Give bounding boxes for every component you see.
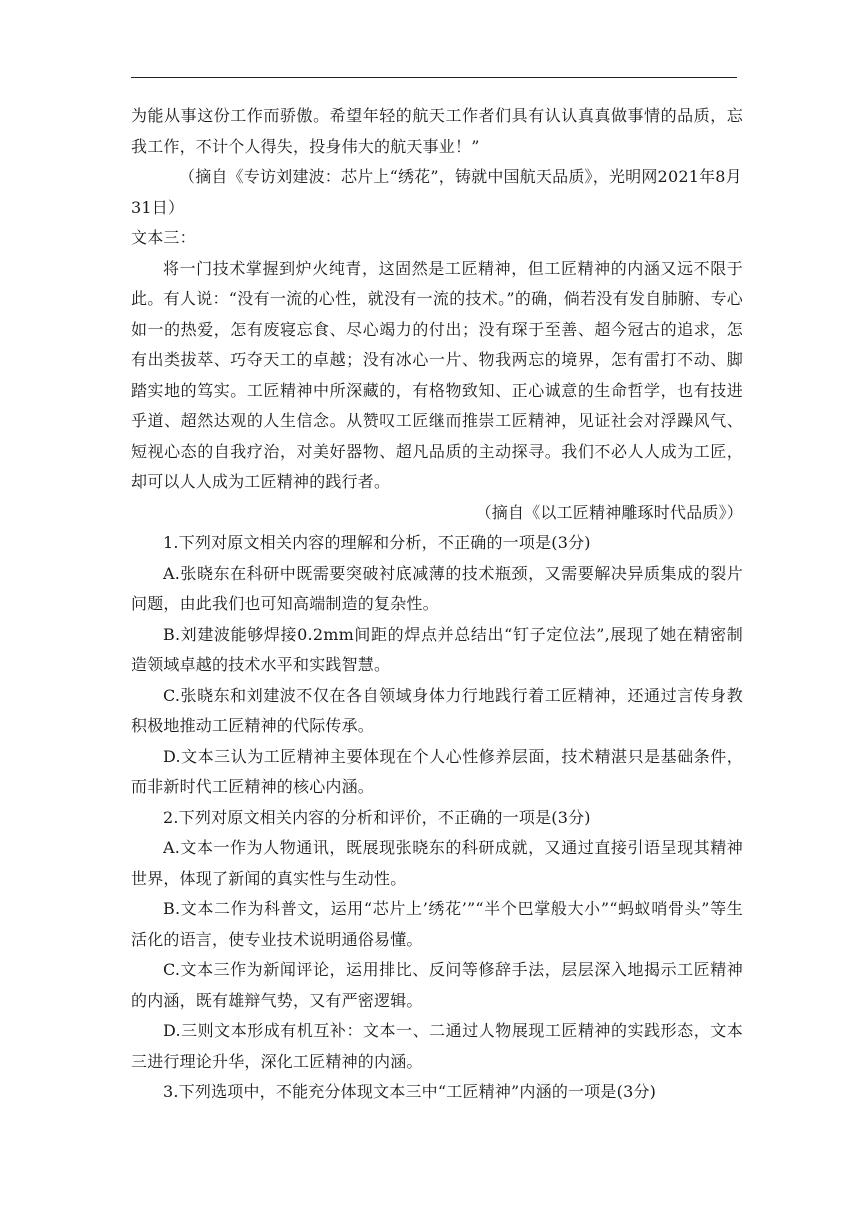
question-1: 1.下列对原文相关内容的理解和分析，不正确的一项是(3分) (163, 533, 591, 552)
question-1-option-a: A.张晓东在科研中既需要突破衬底减薄的技术瓶颈，又需要解决异质集成的裂片问题，由此我们也可知高端制造的复杂性。 (131, 563, 743, 613)
question-3: 3.下列选项中，不能充分体现文本三中“工匠精神”内涵的一项是(3分) (163, 1082, 657, 1101)
question-2-option-b: B.文本二作为科普文，运用“芯片上’绣花’”“半个巴掌般大小”“蚂蚁哨骨头”等生活化的语言，使专业技术说明通俗易懂。 (131, 899, 743, 949)
question-2: 2.下列对原文相关内容的分析和评价，不正确的一项是(3分) (163, 807, 591, 827)
paragraph-text3-body: 将一门技术掌握到炉火纯青，这固然是工匠精神，但工匠精神的内涵又远不限于此。有人说：“没有一流的心性，就没有一流的技术。”的确，倘若没有发自肺腑、专心如一的热爱，怎有废寝忘食、尽心竭力的付出；没有琛于至善、超今冠古的追求，怎有出类拔萃、巧夺天工的卓越；没有冰心一片、物我两忘的境界，怎有雷打不动、脚踏实地的笃实。工匠精神中所深藏的，有格物致知、正心诚意的生命哲学，也有技进乎道、超然达观的人生信念。从赞叹工匠继而推崇工匠精神，见证社会对浮躁风气、短视心态的自我疗治，对美好器物、超凡品质的主动探寻。我们不必人人成为工匠，却可以人人成为工匠精神的践行者。 (131, 258, 743, 491)
document-body (131, 101, 743, 1108)
question-1-option-c: C.张晓东和刘建波不仅在各自领域身体力行地践行着工匠精神，还通过言传身教积极地推动工匠精神的代际传承。 (131, 685, 743, 735)
question-1-option-b: B.刘建波能够焊接0.2mm间距的焊点并总结出“钉子定位法”,展现了她在精密制造领域卓越的技术水平和实践智慧。 (131, 624, 743, 674)
source-citation-text3: （摘自《以工匠精神雕琢时代品质》） (475, 502, 743, 522)
source-citation-text2: （摘自《专访刘建波：芯片上“绣花”，铸就中国航天品质》，光明网2021年8月31日） (131, 167, 742, 217)
section-heading-text3: 文本三： (131, 228, 196, 247)
question-2-option-d: D.三则文本形成有机互补：文本一、二通过人物展现工匠精神的实践形态，文本三进行理论升华，深化工匠精神的内涵。 (131, 1021, 743, 1071)
question-2-option-c: C.文本三作为新闻评论，运用排比、反问等修辞手法，层层深入地揭示工匠精神的内涵，既有雄辩气势，又有严密逻辑。 (131, 960, 743, 1010)
question-1-option-d: D.文本三认为工匠精神主要体现在个人心性修养层面，技术精湛只是基础条件，而非新时代工匠精神的核心内涵。 (131, 746, 743, 796)
question-2-option-a: A.文本一作为人物通讯，既展现张晓东的科研成就，又通过直接引语呈现其精神世界，体现了新闻的真实性与生动性。 (131, 838, 743, 888)
header-divider (131, 77, 737, 78)
paragraph-continuation: 为能从事这份工作而骄傲。希望年轻的航天工作者们具有认认真真做事情的品质，忘我工作，不计个人得失，投身伟大的航天事业！” (131, 106, 743, 156)
